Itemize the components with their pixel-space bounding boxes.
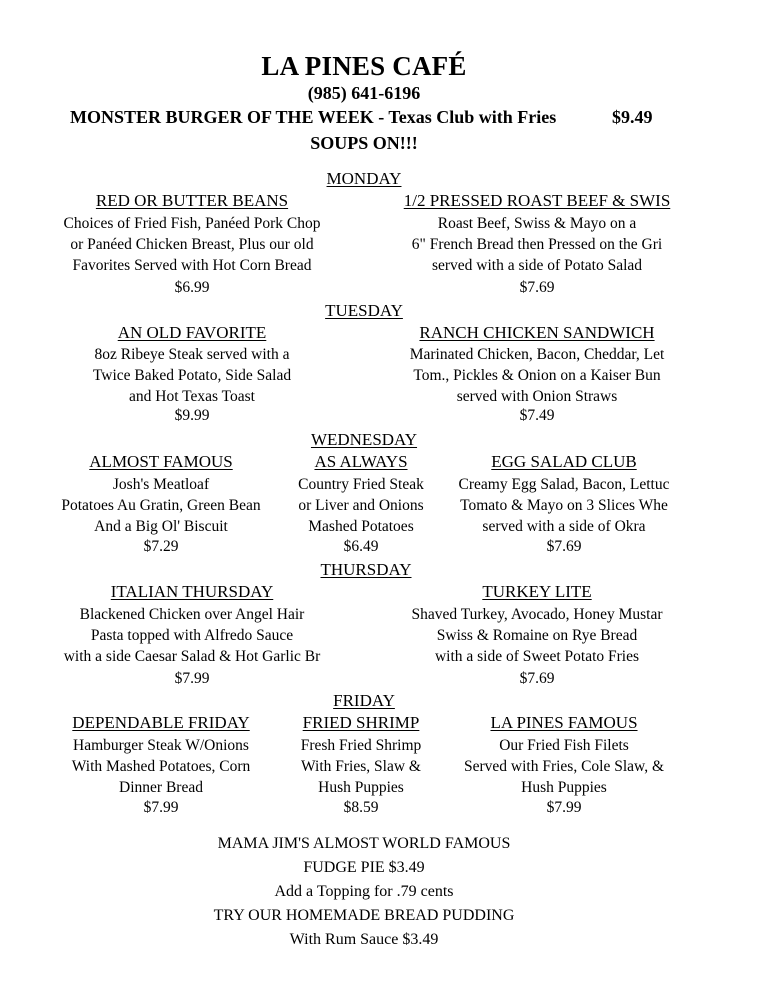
item-title-roast-beef: 1/2 PRESSED ROAST BEEF & SWIS [403,191,671,210]
desc-line: Served with Fries, Cole Slaw, & [463,758,665,775]
item-price-fried-shrimp: $8.59 [343,799,379,816]
burger-special: MONSTER BURGER OF THE WEEK - Texas Club with Fries [70,107,557,127]
day-monday: MONDAY [326,169,402,188]
item-desc-red-beans [63,213,320,276]
item-title-fried-shrimp: FRIED SHRIMP [302,713,420,732]
desc-line: Shaved Turkey, Avocado, Honey Mustar [411,606,663,623]
desc-line: Josh's Meatloaf [112,476,210,493]
desc-line: Swiss & Romaine on Rye Bread [436,627,638,644]
desc-line: served with Onion Straws [456,388,618,405]
desc-line: Our Fried Fish Filets [499,737,629,754]
desc-line: Mashed Potatoes [308,518,414,535]
item-title-almost-famous: ALMOST FAMOUS [89,452,233,471]
item-desc-turkey-lite [412,604,663,667]
desc-line: Potatoes Au Gratin, Green Bean [61,497,261,514]
item-title-italian-thursday: ITALIAN THURSDAY [110,582,274,601]
desc-line: 8oz Ribeye Steak served with a [94,346,290,363]
desc-line: served with a side of Potato Salad [431,257,643,274]
item-price-dependable-friday: $7.99 [143,799,179,816]
desc-line: and Hot Texas Toast [129,388,255,405]
item-desc-fried-shrimp [301,735,422,798]
cafe-title: LA PINES CAFÉ [261,51,467,81]
burger-price: $9.49 [612,107,653,127]
day-wednesday: WEDNESDAY [310,430,418,449]
item-price-egg-salad: $7.69 [546,538,582,555]
item-desc-ranch-chicken [410,344,665,407]
day-friday: FRIDAY [333,691,395,710]
item-desc-almost-famous [61,474,260,537]
fudge-pie-price: FUDGE PIE $3.49 [303,859,425,876]
item-price-as-always: $6.49 [343,538,379,555]
phone-number: (985) 641-6196 [307,83,421,103]
desc-line: with a side Caesar Salad & Hot Garlic Br [63,648,321,665]
item-desc-old-favorite [93,344,291,407]
item-price-almost-famous: $7.29 [143,538,179,555]
item-desc-la-pines-famous [464,735,664,798]
item-price-ranch-chicken: $7.49 [519,407,555,424]
desc-line: or Liver and Onions [298,497,424,514]
item-title-turkey-lite: TURKEY LITE [482,582,592,601]
item-title-as-always: AS ALWAYS [314,452,408,471]
item-title-la-pines-famous: LA PINES FAMOUS [490,713,638,732]
desc-line: Tom., Pickles & Onion on a Kaiser Bun [413,367,661,384]
desc-line: And a Big Ol' Biscuit [94,518,228,535]
desc-line: Blackened Chicken over Angel Hair [79,606,305,623]
bread-pudding-heading: TRY OUR HOMEMADE BREAD PUDDING [213,907,515,924]
desc-line: with a side of Sweet Potato Fries [434,648,640,665]
item-price-old-favorite: $9.99 [174,407,210,424]
desc-line: Dinner Bread [119,779,203,796]
item-desc-dependable-friday [72,735,250,798]
desc-line: Choices of Fried Fish, Panéed Pork Chop [63,215,321,232]
item-desc-italian-thursday [64,604,321,667]
day-thursday: THURSDAY [320,560,412,579]
desc-line: or Panéed Chicken Breast, Plus our old [70,236,314,253]
desc-line: Country Fried Steak [298,476,424,493]
item-title-dependable-friday: DEPENDABLE FRIDAY [72,713,250,732]
item-desc-roast-beef [412,213,662,276]
desc-line: Creamy Egg Salad, Bacon, Lettuc [458,476,670,493]
item-price-red-beans: $6.99 [174,279,210,296]
soups-on: SOUPS ON!!! [310,133,418,153]
desc-line: 6" French Bread then Pressed on the Gri [411,236,663,253]
desc-line: Hamburger Steak W/Onions [73,737,249,754]
desc-line: Pasta topped with Alfredo Sauce [90,627,294,644]
item-price-roast-beef: $7.69 [519,279,555,296]
item-title-old-favorite: AN OLD FAVORITE [117,323,267,342]
item-price-la-pines-famous: $7.99 [546,799,582,816]
bread-pudding-price: With Rum Sauce $3.49 [289,931,439,948]
fudge-pie-heading: MAMA JIM'S ALMOST WORLD FAMOUS [217,835,511,852]
item-desc-egg-salad [459,474,670,537]
item-title-ranch-chicken: RANCH CHICKEN SANDWICH [419,323,655,342]
day-tuesday: TUESDAY [325,301,403,320]
desc-line: Fresh Fried Shrimp [300,737,422,754]
desc-line: Twice Baked Potato, Side Salad [92,367,292,384]
item-title-egg-salad: EGG SALAD CLUB [491,452,637,471]
desc-line: Marinated Chicken, Bacon, Cheddar, Let [409,346,665,363]
desc-line: With Mashed Potatoes, Corn [71,758,251,775]
item-price-italian-thursday: $7.99 [174,670,210,687]
desc-line: Hush Puppies [318,779,404,796]
topping-note: Add a Topping for .79 cents [274,883,454,900]
item-price-turkey-lite: $7.69 [519,670,555,687]
desc-line: Favorites Served with Hot Corn Bread [72,257,312,274]
desc-line: With Fries, Slaw & [301,758,421,775]
desc-line: served with a side of Okra [482,518,646,535]
desc-line: Hush Puppies [521,779,607,796]
item-title-red-beans: RED OR BUTTER BEANS [95,191,289,210]
item-desc-as-always [298,474,424,537]
desc-line: Tomato & Mayo on 3 Slices Whe [460,497,668,514]
desc-line: Roast Beef, Swiss & Mayo on a [437,215,637,232]
